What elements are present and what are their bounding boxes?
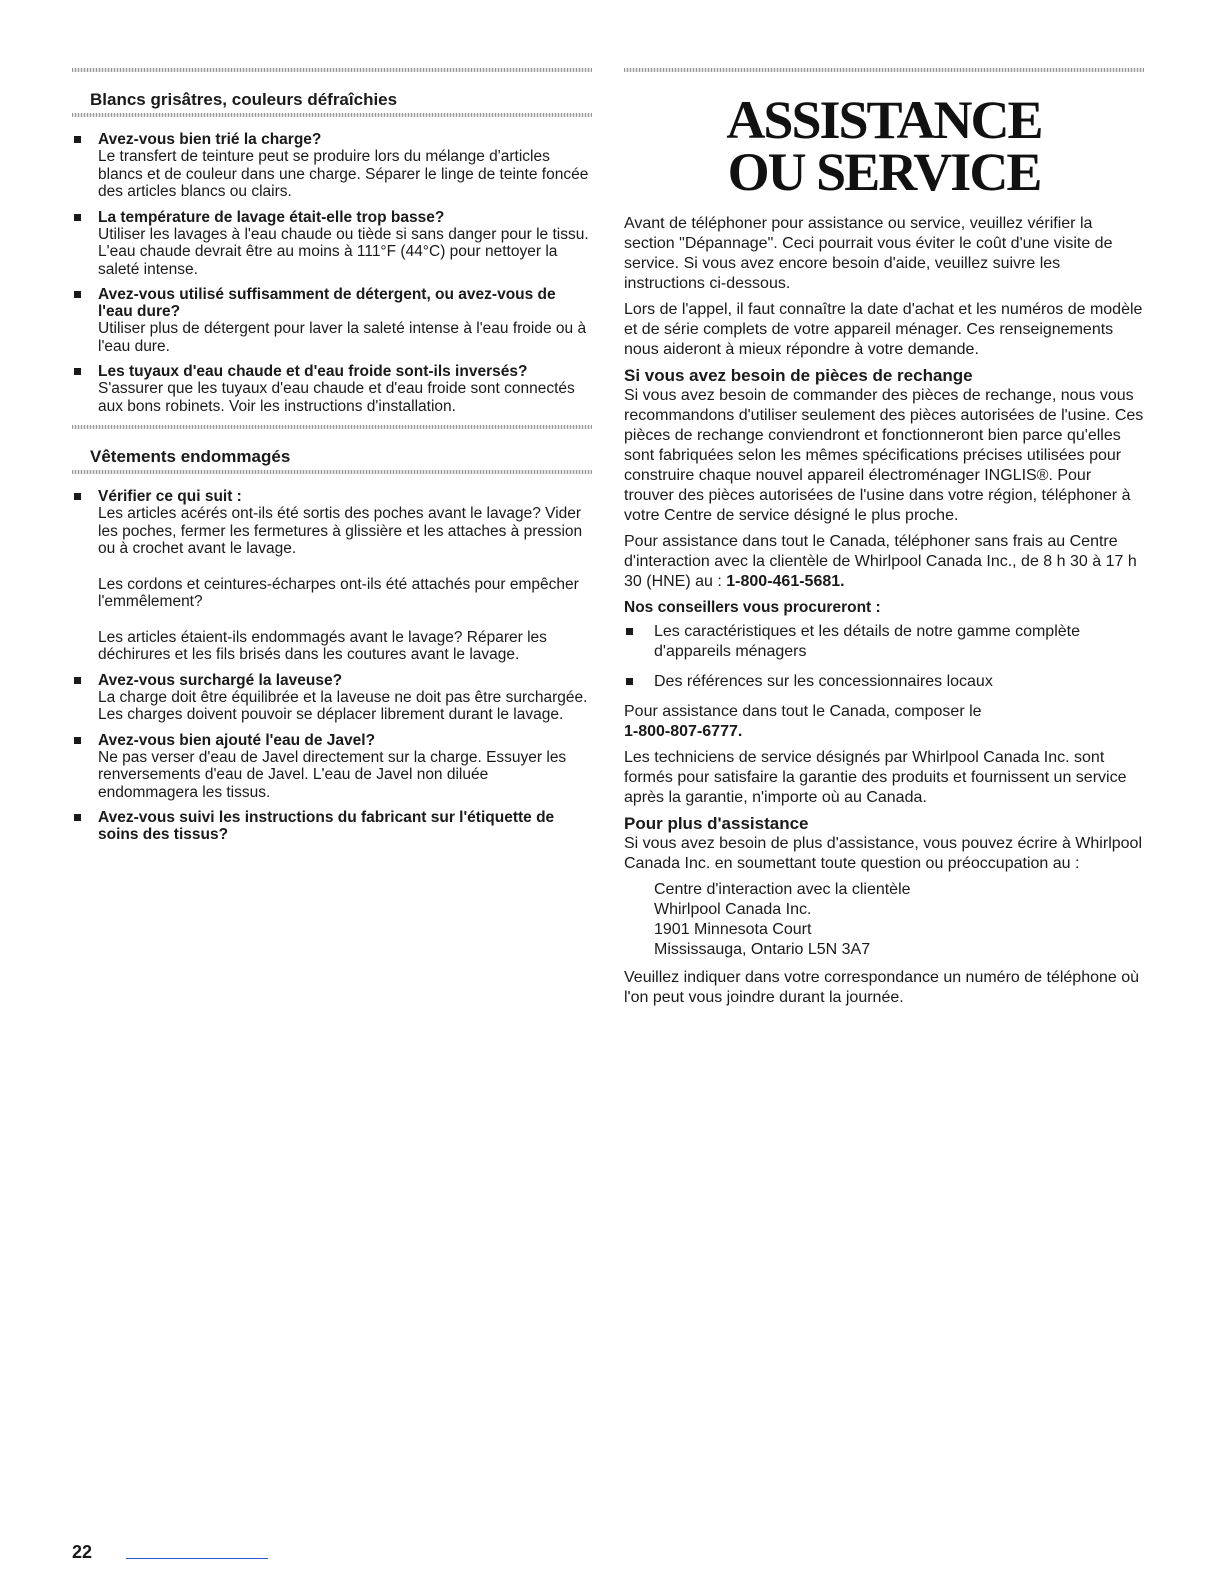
question-item — [72, 286, 592, 355]
answer-text: Les cordons et ceintures-écharpes ont-ils été attachés pour empêcher l'emmêlement? — [98, 575, 579, 610]
question-item — [72, 131, 592, 201]
page-number: 22 — [72, 1542, 93, 1562]
mailing-address — [624, 880, 1144, 960]
square-bullet-icon — [74, 136, 81, 143]
answer-text: Les articles acérés ont-ils été sortis des poches avant le lavage? Vider les poches, fermer les fermetures à glissière et les attaches à pression ou à crochet avant le lavage. — [98, 505, 583, 557]
address-line: 1901 Minnesota Court — [654, 921, 812, 938]
title-line: OU SERVICE — [727, 142, 1041, 202]
more-help-heading: Pour plus d'assistance — [624, 814, 809, 833]
square-bullet-icon — [74, 814, 81, 821]
question-item — [72, 809, 592, 843]
answer-text: Ne pas verser d'eau de Javel directement sur la charge. Essuyer les renversements d'eau de Javel. L'eau de Javel non diluée endommagera les tissus. — [98, 748, 567, 801]
section-heading: Vêtements endommagés — [90, 447, 291, 466]
question-text: Avez-vous utilisé suffisamment de détergent, ou avez-vous de l'eau dure? — [98, 286, 556, 320]
question-text: Avez-vous bien ajouté l'eau de Javel? — [98, 731, 376, 749]
list-item-text: Des références sur les concessionnaires locaux — [654, 673, 993, 690]
advisors-heading: Nos conseillers vous procureront : — [624, 599, 881, 616]
right-column — [624, 68, 1144, 1014]
question-text: Avez-vous surchargé la laveuse? — [98, 671, 343, 689]
compose-paragraph — [624, 702, 1144, 742]
question-item — [72, 732, 592, 802]
answer-text: Les articles étaient-ils endommagés avant le lavage? Réparer les déchirures et les fils brisés dans les coutures avant le lavage. — [98, 628, 547, 663]
intro-paragraph: Avant de téléphoner pour assistance ou service, veuillez vérifier la section "Dépannage". Ceci pourrait vous éviter le coût d'une visite de service. Si vous avez encore besoin d'aide, veuillez suivre les instructions ci-dessous. — [624, 215, 1113, 292]
square-bullet-icon — [74, 493, 81, 500]
advisors-list — [624, 622, 1144, 692]
answer-text: La charge doit être équilibrée et la laveuse ne doit pas être surchargée. Les charges doivent pouvoir se déplacer librement durant le lavage. — [98, 688, 588, 723]
title-line: ASSISTANCE — [726, 90, 1042, 150]
section-rule — [72, 470, 592, 474]
question-item — [72, 209, 592, 279]
square-bullet-icon — [74, 677, 81, 684]
address-line: Mississauga, Ontario L5N 3A7 — [654, 941, 871, 958]
address-line: Centre d'interaction avec la clientèle — [654, 881, 911, 898]
square-bullet-icon — [74, 737, 81, 744]
answer-text: Le transfert de teinture peut se produire lors du mélange d'articles blancs et de couleur dans une charge. Séparer le linge de teinte foncée des articles blancs ou clairs. — [98, 148, 589, 200]
question-text: Les tuyaux d'eau chaude et d'eau froide sont-ils inversés? — [98, 363, 528, 380]
square-bullet-icon — [626, 678, 633, 685]
technicians-paragraph: Les techniciens de service désignés par Whirlpool Canada Inc. sont formés pour satisfaire la garantie des produits et fournissent un service après la garantie, n'importe où au Canada. — [624, 749, 1127, 806]
page-title — [624, 90, 1144, 202]
question-list — [72, 131, 592, 415]
left-column — [72, 68, 592, 851]
question-item — [72, 672, 592, 724]
address-line: Whirlpool Canada Inc. — [654, 901, 812, 918]
question-item — [72, 363, 592, 415]
list-item-text: Les caractéristiques et les détails de notre gamme complète d'appareils ménagers — [654, 623, 1080, 660]
section-damaged-clothes — [72, 425, 592, 843]
section-faded-whites — [72, 68, 592, 415]
question-list — [72, 488, 592, 843]
closing-paragraph: Veuillez indiquer dans votre correspondance un numéro de téléphone où l'on peut vous joindre durant la journée. — [624, 969, 1140, 1006]
more-help-paragraph: Si vous avez besoin de plus d'assistance, vous pouvez écrire à Whirlpool Canada Inc. en soumettant toute question ou préoccupation au : — [624, 835, 1142, 872]
square-bullet-icon — [74, 214, 81, 221]
answer-text: Utiliser les lavages à l'eau chaude ou tiède si sans danger pour le tissu. L'eau chaude devrait être au moins à 111°F (44°C) pour nettoyer la saleté intense. — [98, 225, 589, 278]
canada-paragraph — [624, 532, 1144, 592]
phone-number: 1-800-807-6777. — [624, 723, 743, 740]
parts-heading: Si vous avez besoin de pièces de rechange — [624, 366, 973, 385]
answer-text: Utiliser plus de détergent pour laver la saleté intense à l'eau froide ou à l'eau dure. — [98, 320, 587, 355]
square-bullet-icon — [626, 628, 633, 635]
question-text: Avez-vous bien trié la charge? — [98, 131, 322, 148]
square-bullet-icon — [74, 368, 81, 375]
footer-rule — [126, 1558, 268, 1559]
section-rule — [72, 113, 592, 117]
section-heading: Blancs grisâtres, couleurs défraîchies — [90, 90, 398, 109]
question-item — [72, 488, 592, 664]
compose-text: Pour assistance dans tout le Canada, composer le — [624, 703, 982, 720]
list-item — [624, 672, 1144, 692]
question-text: Vérifier ce qui suit : — [98, 488, 242, 505]
question-text: Avez-vous suivi les instructions du fabricant sur l'étiquette de soins des tissus? — [98, 809, 555, 843]
intro-paragraph: Lors de l'appel, il faut connaître la date d'achat et les numéros de modèle et de série complets de votre appareil ménager. Ces renseignements nous aideront à mieux répondre à votre demande. — [624, 301, 1143, 358]
phone-number: 1-800-461-5681. — [726, 573, 845, 590]
parts-paragraph: Si vous avez besoin de commander des pièces de rechange, nous vous recommandons d'utiliser seulement des pièces autorisées de l'usine. Ces pièces de rechange conviendront et fonctionneront bien parce qu'elles sont fabriquées selon les mêmes spécifications précises utilisées pour construire chaque nouvel appareil électroménager INGLIS®. Pour trouver des pièces autorisées de l'usine dans votre région, téléphoner à votre Centre de service désigné le plus proche. — [624, 387, 1144, 524]
list-item — [624, 622, 1144, 662]
canada-text: Pour assistance dans tout le Canada, téléphoner sans frais au Centre d'interaction avec la clientèle de Whirlpool Canada Inc., de 8 h 30 à 17 h 30 (HNE) au : — [624, 533, 1137, 590]
square-bullet-icon — [74, 291, 81, 298]
question-text: La température de lavage était-elle trop basse? — [98, 208, 445, 226]
answer-text: S'assurer que les tuyaux d'eau chaude et d'eau froide sont connectés aux bons robinets. Voir les instructions d'installation. — [98, 380, 575, 415]
section-rule — [624, 68, 1144, 72]
